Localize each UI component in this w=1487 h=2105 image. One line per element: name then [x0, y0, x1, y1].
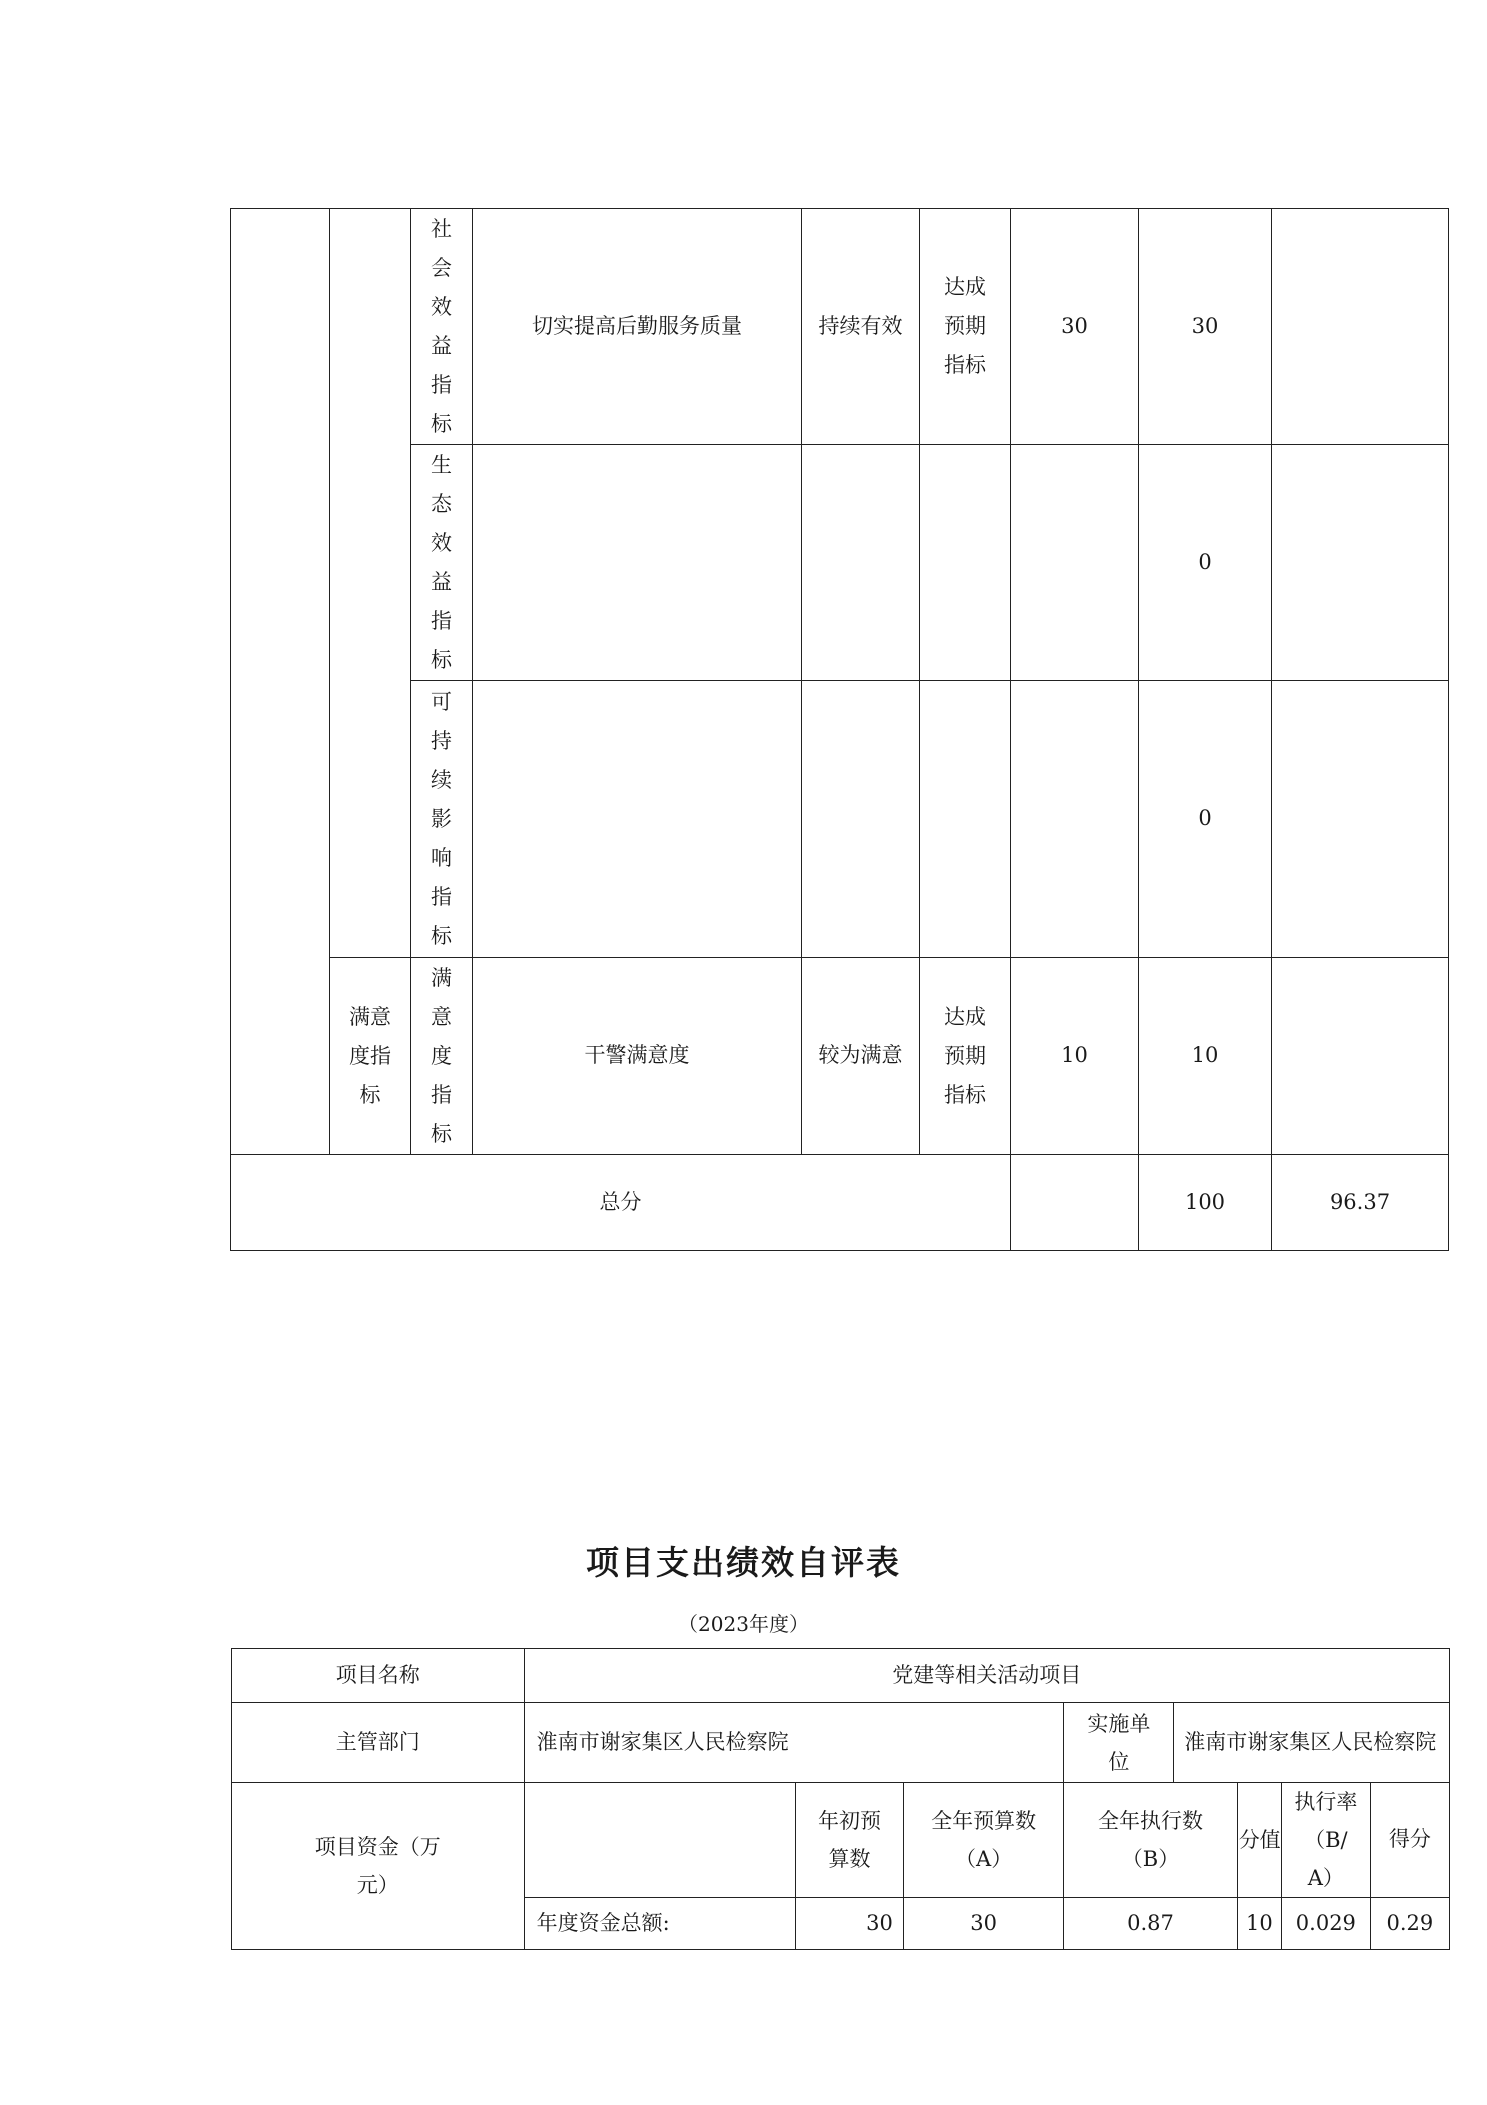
- remark-cell: [1272, 209, 1449, 445]
- third-level-cell: 社会效益指标: [411, 209, 473, 445]
- total-weight: 100: [1139, 1155, 1272, 1251]
- score-value: 0.29: [1370, 1898, 1449, 1950]
- funds-label-cell: 项目资金（万元）: [232, 1783, 525, 1950]
- indicator-cell: 切实提高后勤服务质量: [473, 209, 802, 445]
- full-year-exec-value: 0.87: [1064, 1898, 1237, 1950]
- weight-cell: [1011, 445, 1139, 681]
- table-row: [232, 1649, 1450, 1703]
- full-year-exec-header: 全年执行数（B）: [1064, 1783, 1237, 1898]
- table-row: [231, 445, 1449, 681]
- second-level-cell: 满意度指标: [330, 958, 411, 1155]
- total-row: [231, 1155, 1449, 1251]
- indicator-cell: 干警满意度: [473, 958, 802, 1155]
- project-expenditure-form: [231, 1648, 1450, 1950]
- full-year-budget-value: 30: [903, 1898, 1064, 1950]
- indicator-cell: [473, 681, 802, 958]
- total-empty-cell: [1011, 1155, 1139, 1251]
- indicator-cell: [473, 445, 802, 681]
- third-level-cell: 满意度指标: [411, 958, 473, 1155]
- score-cell: 30: [1139, 209, 1272, 445]
- annual-total-label: 年度资金总额:: [524, 1898, 795, 1950]
- project-name-label: 项目名称: [232, 1649, 525, 1703]
- table-row: [231, 958, 1449, 1155]
- table-row: [232, 1703, 1450, 1783]
- impl-unit-label: 实施单位: [1064, 1703, 1174, 1783]
- impl-unit-value: 淮南市谢家集区人民检察院: [1174, 1703, 1450, 1783]
- dept-label: 主管部门: [232, 1703, 525, 1783]
- first-level-cell: [231, 209, 330, 1155]
- table-row: [231, 681, 1449, 958]
- actual-cell: 达成预期指标: [920, 209, 1011, 445]
- remark-cell: [1272, 958, 1449, 1155]
- dept-value: 淮南市谢家集区人民检察院: [524, 1703, 1064, 1783]
- third-level-cell: 可持续影响指标: [411, 681, 473, 958]
- full-year-budget-header: 全年预算数（A）: [903, 1783, 1064, 1898]
- form-title: 项目支出绩效自评表: [586, 1543, 901, 1582]
- score-cell: 0: [1139, 681, 1272, 958]
- actual-cell: [920, 681, 1011, 958]
- score-cell: 10: [1139, 958, 1272, 1155]
- total-label: 总分: [231, 1155, 1011, 1251]
- target-cell: [802, 681, 920, 958]
- points-value: 10: [1237, 1898, 1281, 1950]
- performance-indicator-table: [230, 208, 1449, 1251]
- actual-cell: 达成预期指标: [920, 958, 1011, 1155]
- table-row: [232, 1783, 1450, 1898]
- initial-budget-value: 30: [796, 1898, 904, 1950]
- target-cell: 较为满意: [802, 958, 920, 1155]
- second-level-cell: [330, 209, 411, 958]
- target-cell: [802, 445, 920, 681]
- exec-rate-value: 0.029: [1282, 1898, 1371, 1950]
- weight-cell: [1011, 681, 1139, 958]
- remark-cell: [1272, 445, 1449, 681]
- exec-rate-header: 执行率（B/A）: [1282, 1783, 1371, 1898]
- project-name-value: 党建等相关活动项目: [524, 1649, 1449, 1703]
- score-cell: 0: [1139, 445, 1272, 681]
- form-year: （2023年度）: [678, 1612, 809, 1636]
- weight-cell: 30: [1011, 209, 1139, 445]
- weight-cell: 10: [1011, 958, 1139, 1155]
- points-header: 分值: [1237, 1783, 1281, 1898]
- third-level-cell: 生态效益指标: [411, 445, 473, 681]
- total-score: 96.37: [1272, 1155, 1449, 1251]
- initial-budget-header: 年初预算数: [796, 1783, 904, 1898]
- actual-cell: [920, 445, 1011, 681]
- target-cell: 持续有效: [802, 209, 920, 445]
- table-row: [231, 209, 1449, 445]
- funds-header-blank: [524, 1783, 795, 1898]
- remark-cell: [1272, 681, 1449, 958]
- score-header: 得分: [1370, 1783, 1449, 1898]
